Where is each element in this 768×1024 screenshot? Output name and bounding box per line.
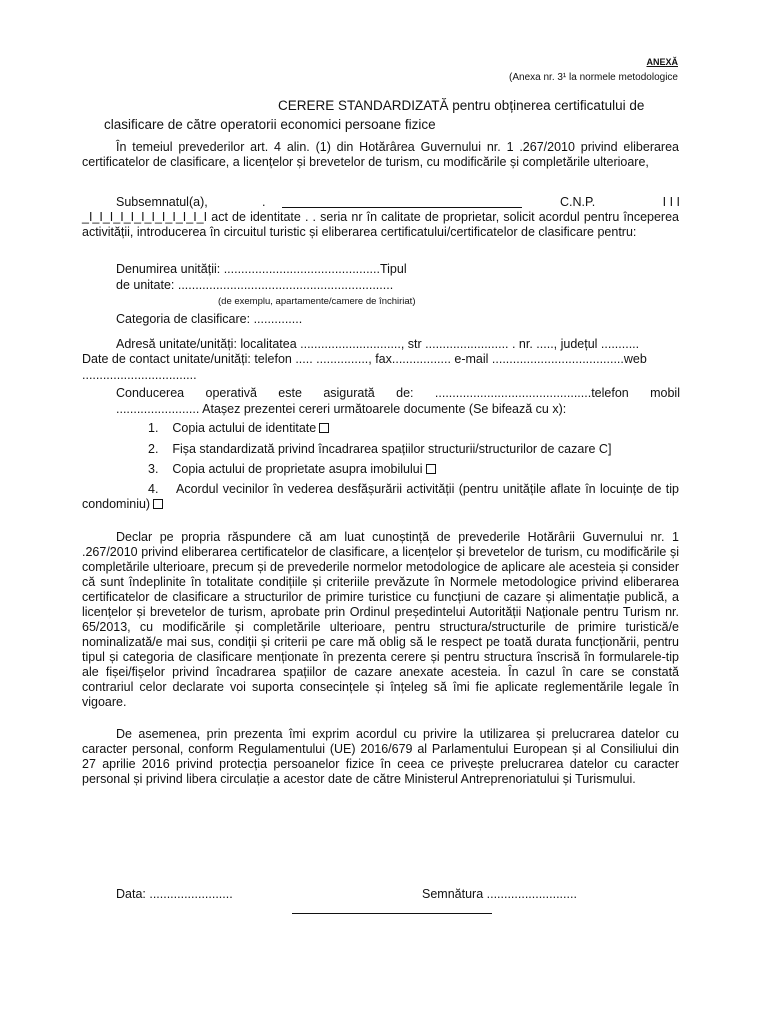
operative-management-line [116,386,680,401]
document-item-number: 3. [148,462,159,476]
unit-name-label: Denumirea unității: .............................................Tipul [116,262,407,276]
document-item-text: Acordul vecinilor în vederea desfășurării activității (pentru unitățile aflate în locuințe de tip condominiu) [82,482,679,511]
declaration-paragraph: Declar pe propria răspundere că am luat cunoștință de prevederile Hotărârii Guvernului nr. 1 .267/2010 privind eliberarea certificatelor de clasificare, a licențelor și brevetelor de turism, cu modificările și completările ulterioare, precum și de prevederile normelor metodologice de aplicare ale acesteia și consider că sunt îndeplinite în totalitate condițiile și criteriile prevăzute în Normele metodologice privind eliberarea certificatelor de clasificare a structurilor de primire turistice cu funcțiuni de cazare și alimentație publică, a licențelor și brevetelor de turism, aprobate prin Ordinul președintelui Autorității Naționale pentru Turism nr. 65/2013, cu modificările și completările ulterioare, pentru structura/structurile de primire turistică/e nominalizată/e mai sus, condiții și criterii pe care mă oblig să le respect pe toată durata funcționării, pentru tipul și categoria de clasificare menționate în prezenta cerere și pentru structura înscrisă în formularele-tip ale fișei/fișelor privind încadrarea spațiilor de cazare anexate acesteia. În cazul în care se constată contrariul celor declarate voi suporta consecințele și înțeleg să îmi fie aplicate reglementările legale în vigoare. [82,530,679,709]
unit-type-example: (de exemplu, apartamente/camere de închiriat) [218,296,416,307]
document-item-1 [148,421,329,436]
unit-type-label: de unitate: .............................................................. [116,278,394,292]
name-field-line [282,207,522,208]
operative-management-text: Conducerea operativă este asigurată de: .............................................telefon mobil [116,386,680,400]
document-item-4 [82,482,679,512]
unit-address-line: Adresă unitate/unități: localitatea ............................., str ........................ . nr. ....., județul ........... [116,337,640,351]
document-item-number: 2. [148,442,159,456]
cnp-marks: I I I [662,195,680,209]
data-consent-paragraph: De asemenea, prin prezenta îmi exprim acordul cu privire la utilizarea și prelucrarea datelor cu caracter personal, conform Regulamentului (UE) 2016/679 al Parlamentului European și al Consiliului din 27 aprilie 2016 privind protecția persoanelor fizice în ceea ce privește prelucrarea datelor cu caracter personal și privind libera circulație a acestor date de către Ministerul Antreprenoriatului și Turismului. [82,727,679,786]
document-checkbox[interactable] [426,464,436,474]
date-field[interactable]: Data: ........................ [116,887,233,901]
intro-paragraph: În temeiul prevederilor art. 4 alin. (1) din Hotărârea Guvernului nr. 1 .267/2010 privind eliberarea certificatelor de clasificare, a licențelor și brevetelor de turism, cu modificările și completările ulterioare, [82,140,679,169]
document-title-line-2: clasificare de către operatorii economici persoane fizice [104,117,436,132]
document-item-3 [148,462,436,477]
signature-line [292,913,492,914]
subsemnatul-label: Subsemnatul(a), [116,195,208,209]
unit-contact-line: Date de contact unitate/unități: telefon ..... ..............., fax................. e-mail ......................................web [82,352,647,366]
annex-reference: (Anexa nr. 3¹ la normele metodologice [509,72,678,83]
document-item-number: 1. [148,421,159,435]
document-checkbox[interactable] [319,423,329,433]
document-title-line-1: CERERE STANDARDIZATĂ pentru obținerea certificatului de [278,98,645,113]
cnp-boxes: _I_I_I_I_I_I_I_I_I_I_I_I [82,210,208,224]
signature-field[interactable]: Semnătura .......................... [422,887,577,901]
document-item-text: Copia actului de identitate [172,421,317,435]
classification-category-label: Categoria de clasificare: .............. [116,312,303,326]
name-dot: . [262,195,266,209]
document-item-number: 4. [148,482,159,496]
document-checkbox[interactable] [153,499,163,509]
annex-label: ANEXĂ [646,57,678,67]
document-item-2 [148,442,611,457]
applicant-paragraph [82,210,679,240]
document-item-text: Copia actului de proprietate asupra imobilului [172,462,423,476]
applicant-text: act de identitate . . seria nr în calitate de proprietar, solicit acordul pentru începerea activității, introducerea în circuitul turistic și eliberarea certificatului/certificatelor de clasificare pentru: [82,210,680,239]
cnp-label: C.N.P. [560,195,596,209]
attached-documents-intro: ........................ Atașez prezentei cereri următoarele documente (Se bifează cu x): [116,402,567,416]
document-item-text: Fișa standardizată privind încadrarea spațiilor structurii/structurilor de cazare C] [172,442,612,456]
unit-contact-continued: ................................. [82,368,197,382]
